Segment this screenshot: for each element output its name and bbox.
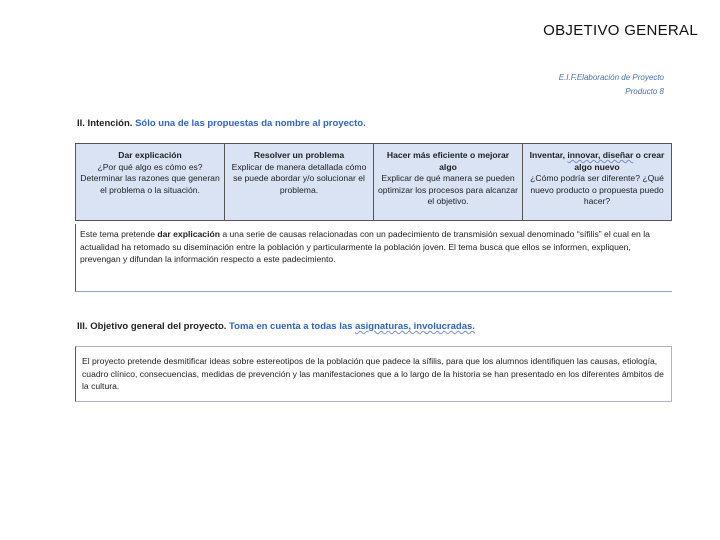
purpose-title: Resolver un problema bbox=[253, 150, 345, 160]
section-objective-hint-start: Toma en cuenta a todas las bbox=[229, 321, 356, 332]
section-objective-hint-wavy: asignaturas, involucradas. bbox=[355, 321, 475, 332]
purpose-title: Hacer más eficiente o mejorar algo bbox=[386, 150, 510, 172]
section-objective-hint bbox=[229, 321, 475, 332]
purpose-cell-explain bbox=[76, 144, 225, 221]
purpose-cell-solve bbox=[225, 144, 374, 221]
purpose-title-wavy: innovar, diseñar bbox=[567, 150, 634, 160]
section-objective-title: III. Objetivo general del proyecto. bbox=[77, 321, 227, 332]
objective-paragraph: El proyecto pretende desmitificar ideas sobre estereotipos de la población que padece la sífilis, para que los alumnos identifiquen las causas, etiología, cuadro clínico, consecuencias, medidas de prevención y las manifestaciones que a lo largo de la historia se han presentado en los diferentes ámbitos de la cultura. bbox=[75, 346, 672, 402]
purpose-table bbox=[75, 143, 672, 221]
purpose-cell-invent bbox=[523, 144, 672, 221]
purpose-title-start: Inventar, bbox=[529, 150, 568, 160]
section-objective-heading bbox=[77, 321, 475, 332]
section-intention-heading bbox=[77, 118, 366, 129]
section-intention-title: II. Intención. bbox=[77, 118, 133, 129]
purpose-title: Dar explicación bbox=[118, 150, 182, 160]
purpose-body: ¿Cómo podría ser diferente? ¿Qué nuevo producto o propuesta puedo hacer? bbox=[530, 173, 664, 206]
purpose-body: Explicar de qué manera se pueden optimizar los procesos para alcanzar el objetivo. bbox=[378, 173, 518, 206]
purpose-title bbox=[527, 150, 667, 173]
purpose-cell-improve bbox=[374, 144, 523, 221]
purpose-body: ¿Por qué algo es cómo es? Determinar las razones que generan el problema o la situación. bbox=[80, 161, 220, 195]
project-label-line2: Producto 8 bbox=[625, 87, 664, 96]
project-label-line1: E.I.F.Elaboración de Proyecto bbox=[558, 73, 664, 82]
explanation-paragraph bbox=[75, 224, 672, 292]
purpose-title-end: o crear algo nuevo bbox=[574, 150, 665, 172]
section-intention-hint: Sólo una de las propuestas da nombre al proyecto. bbox=[135, 118, 366, 129]
explanation-after: a una serie de causas relacionadas con un padecimiento de transmisión sexual denominado “sífilis” el cual en la actualidad ha retomado su diseminación entre la población y particularmente la población joven. El tema busca que ellos se informen, expliquen, prevengan y difundan la información respecto a este padecimiento. bbox=[80, 229, 650, 264]
explanation-bold: dar explicación bbox=[157, 229, 220, 239]
slide-title: OBJETIVO GENERAL bbox=[543, 22, 698, 39]
explanation-before: Este tema pretende bbox=[80, 229, 158, 239]
purpose-body: Explicar de manera detallada cómo se puede abordar y/o solucionar el problema. bbox=[231, 161, 367, 195]
